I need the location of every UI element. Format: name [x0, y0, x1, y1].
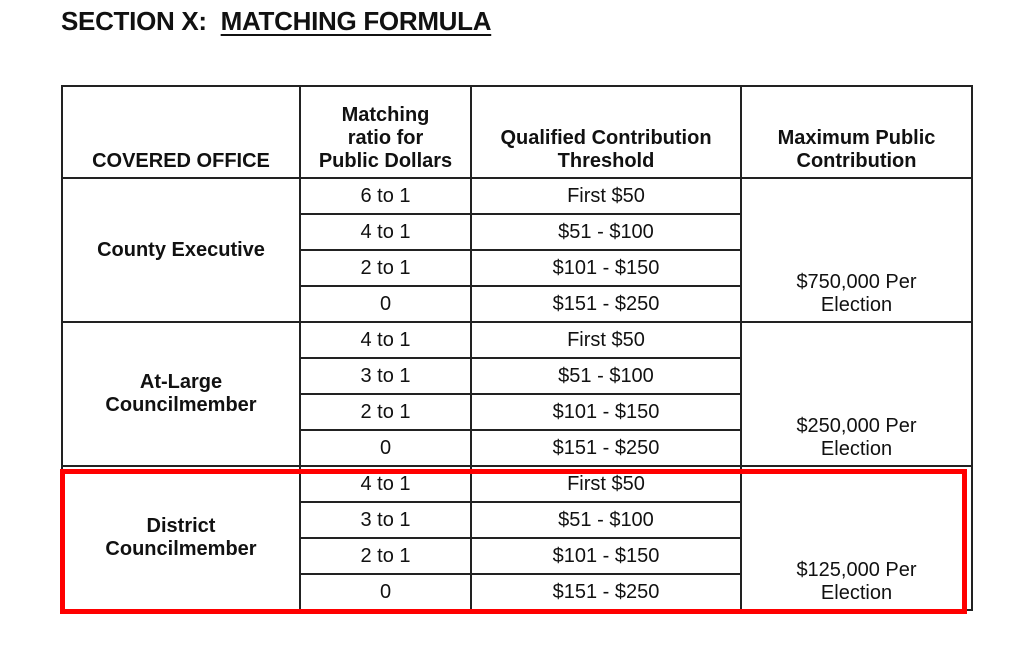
- threshold-cell: First $50: [471, 466, 741, 502]
- threshold-cell: $51 - $100: [471, 502, 741, 538]
- ratio-cell: 2 to 1: [300, 538, 471, 574]
- ratio-cell: 2 to 1: [300, 250, 471, 286]
- header-matching-ratio: Matching ratio for Public Dollars: [300, 86, 471, 178]
- ratio-cell: 3 to 1: [300, 502, 471, 538]
- header-max-contribution: Maximum Public Contribution: [741, 86, 972, 178]
- table-row: [62, 322, 972, 358]
- header-covered-office: COVERED OFFICE: [62, 86, 300, 178]
- threshold-cell: $151 - $250: [471, 286, 741, 322]
- office-cell: District Councilmember: [62, 466, 300, 610]
- ratio-cell: 0: [300, 574, 471, 610]
- ratio-cell: 3 to 1: [300, 358, 471, 394]
- ratio-cell: 4 to 1: [300, 322, 471, 358]
- page-title: [61, 6, 491, 37]
- threshold-cell: $101 - $150: [471, 394, 741, 430]
- max-contribution-cell: $250,000 Per Election: [741, 322, 972, 466]
- threshold-cell: $101 - $150: [471, 250, 741, 286]
- threshold-cell: $151 - $250: [471, 574, 741, 610]
- header-row: [62, 86, 972, 178]
- max-contribution-cell: $750,000 Per Election: [741, 178, 972, 322]
- threshold-cell: $151 - $250: [471, 430, 741, 466]
- section-heading: MATCHING FORMULA: [220, 6, 492, 36]
- table-row: [62, 466, 972, 502]
- office-cell: At-Large Councilmember: [62, 322, 300, 466]
- section-label: SECTION X:: [61, 6, 207, 36]
- threshold-cell: First $50: [471, 322, 741, 358]
- max-contribution-cell: $125,000 Per Election: [741, 466, 972, 610]
- ratio-cell: 4 to 1: [300, 214, 471, 250]
- threshold-cell: $51 - $100: [471, 214, 741, 250]
- table-row: [62, 178, 972, 214]
- ratio-cell: 0: [300, 286, 471, 322]
- threshold-cell: $101 - $150: [471, 538, 741, 574]
- threshold-cell: $51 - $100: [471, 358, 741, 394]
- threshold-cell: First $50: [471, 178, 741, 214]
- header-threshold: Qualified Contribution Threshold: [471, 86, 741, 178]
- office-cell: County Executive: [62, 178, 300, 322]
- ratio-cell: 2 to 1: [300, 394, 471, 430]
- ratio-cell: 0: [300, 430, 471, 466]
- matching-formula-table: [61, 85, 973, 611]
- ratio-cell: 4 to 1: [300, 466, 471, 502]
- ratio-cell: 6 to 1: [300, 178, 471, 214]
